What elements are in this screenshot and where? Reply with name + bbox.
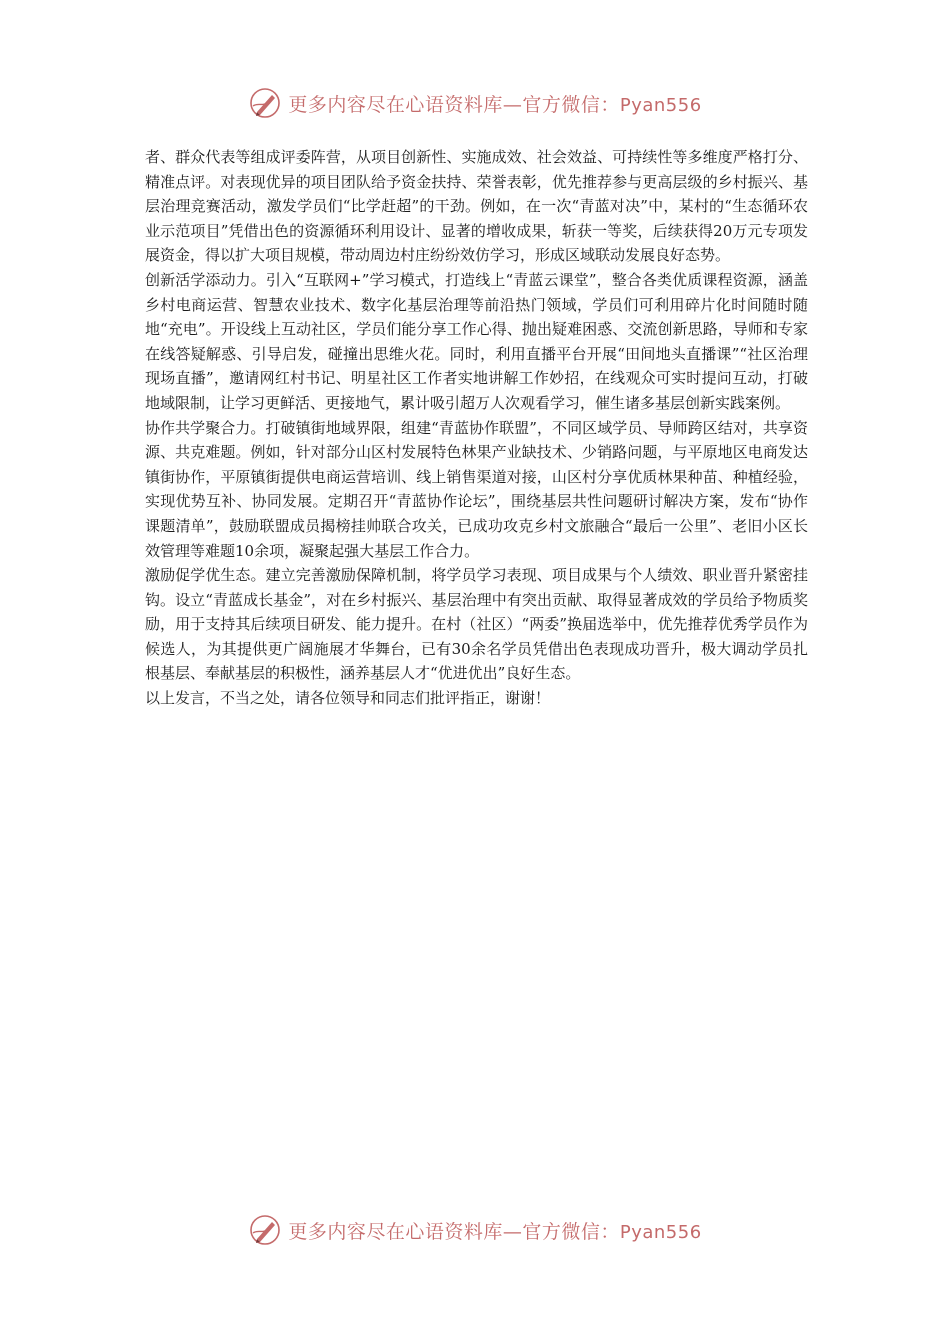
document-body	[145, 145, 808, 711]
watermark-handle: Pyan556	[619, 1221, 702, 1243]
watermark-text: 更多内容尽在心语资料库—官方微信：Pyan556	[288, 93, 702, 116]
header-watermark	[0, 83, 950, 123]
pen-logo-icon	[248, 1213, 282, 1247]
pen-logo-icon	[248, 86, 282, 120]
paragraph-5: 以上发言，不当之处，请各位领导和同志们批评指正，谢谢！	[145, 689, 551, 708]
paragraph-3: 协作共学聚合力。打破镇街地域界限，组建“青蓝协作联盟”，不同区域学员、导师跨区结对，共享资源、共克难题。例如，针对部分山区村发展特色林果产业缺技术、少销路问题，与平原地区电商发达镇街协作，平原镇街提供电商运营培训、线上销售渠道对接，山区村分享优质林果种苗、种植经验，实现优势互补、协同发展。定期召开“青蓝协作论坛”，围绕基层共性问题研讨解决方案，发布“协作课题清单”，鼓励联盟成员揭榜挂帅联合攻关，已成功攻克乡村文旅融合“最后一公里”、老旧小区长效管理等难题10余项，凝聚起强大基层工作合力。	[145, 418, 808, 560]
paragraph-1: 者、群众代表等组成评委阵营，从项目创新性、实施成效、社会效益、可持续性等多维度严格打分、精准点评。对表现优异的项目团队给予资金扶持、荣誉表彰，优先推荐参与更高层级的乡村振兴、基层治理竞赛活动，激发学员们“比学赶超”的干劲。例如，在一次“青蓝对决”中，某村的“生态循环农业示范项目”凭借出色的资源循环利用设计、显著的增收成果，斩获一等奖，后续获得20万元专项发展资金，得以扩大项目规模，带动周边村庄纷纷效仿学习，形成区域联动发展良好态势。	[145, 148, 808, 265]
watermark-group	[248, 1213, 701, 1247]
watermark-handle: Pyan556	[619, 94, 702, 116]
watermark-group	[248, 86, 701, 120]
footer-watermark	[0, 1210, 950, 1250]
paragraph-2: 创新活学添动力。引入“互联网+”学习模式，打造线上“青蓝云课堂”，整合各类优质课程资源，涵盖乡村电商运营、智慧农业技术、数字化基层治理等前沿热门领域，学员们可利用碎片化时间随时随地“充电”。开设线上互动社区，学员们能分享工作心得、抛出疑难困惑、交流创新思路，导师和专家在线答疑解惑、引导启发，碰撞出思维火花。同时，利用直播平台开展“田间地头直播课”“社区治理现场直播”，邀请网红村书记、明星社区工作者实地讲解工作妙招，在线观众可实时提问互动，打破地域限制，让学习更鲜活、更接地气，累计吸引超万人次观看学习，催生诸多基层创新实践案例。	[145, 270, 808, 412]
paragraph-4: 激励促学优生态。建立完善激励保障机制，将学员学习表现、项目成果与个人绩效、职业晋升紧密挂钩。设立“青蓝成长基金”，对在乡村振兴、基层治理中有突出贡献、取得显著成效的学员给予物质奖励，用于支持其后续项目研发、能力提升。在村（社区）“两委”换届选举中，优先推荐优秀学员作为候选人，为其提供更广阔施展才华舞台，已有30余名学员凭借出色表现成功晋升，极大调动学员扎根基层、奉献基层的积极性，涵养基层人才“优进优出”良好生态。	[145, 566, 808, 683]
watermark-text: 更多内容尽在心语资料库—官方微信：Pyan556	[288, 1220, 702, 1243]
